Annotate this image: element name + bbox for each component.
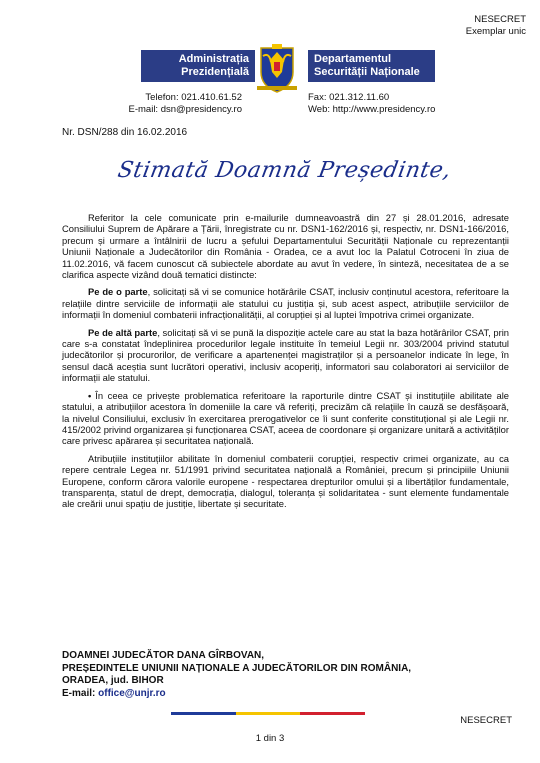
tricolor-blue bbox=[171, 712, 236, 715]
paragraph-4 bbox=[62, 390, 509, 447]
document-number: Nr. DSN/288 din 16.02.2016 bbox=[62, 127, 188, 138]
web-text: Web: http://www.presidency.ro bbox=[308, 104, 436, 115]
header-right-box bbox=[308, 50, 435, 82]
paragraph-2 bbox=[62, 286, 509, 320]
romania-coat-of-arms-icon bbox=[257, 42, 297, 94]
header-right-line2: Securității Naționale bbox=[314, 66, 420, 78]
letter-body bbox=[62, 212, 509, 516]
header-left-box bbox=[141, 50, 255, 82]
contact-right bbox=[308, 92, 468, 116]
tricolor-yellow bbox=[236, 712, 301, 715]
addressee-email-row bbox=[62, 688, 411, 701]
paragraph-3-lead: Pe de altă parte bbox=[88, 326, 158, 338]
paragraph-2-lead: Pe de o parte bbox=[88, 286, 148, 298]
paragraph-3-text: , solicitați să vi se pună la dispoziție actele care au stat la baza hotărârilor CSAT, prin care s-a constatat îndeplinirea procedurilor legale instituite în temeiul Legii nr. 303/2004 privind statutul judecătorilor și procurorilor, de verificare a apartenenței magistraților și a persoanelor indicate în lege, în sensul dacă aceștia sunt lucrători operativi, inclusiv acoperiți, informatori sau colaboratori ai serviciilor de informații ale statului. bbox=[62, 326, 509, 384]
phone-text: Telefon: 021.410.61.52 bbox=[145, 92, 242, 103]
paragraph-5: Atribuțiile instituțiilor abilitate în domeniul combaterii corupției, respectiv crimei organizate, au ca repere centrale Legea nr. 51/1991 privind securitatea națională a României, precum și principiile Uniunii Europene, conform cărora valorile europene - respectarea drepturilor omului și a libertăților fundamentale, transparența, statul de drept, democrația, dialogul, toleranța și solidaritatea - sunt elemente fundamentale ale creării unui spațiu de justiție, libertate și securitate. bbox=[62, 452, 509, 510]
paragraph-1: Referitor la cele comunicate prin e-mailurile dumneavoastră din 27 și 28.01.2016, adresate Consiliului Suprem de Apărare a Țării, înregistrate cu nr. DSN1-162/2016 și, respectiv, nr. DSN1-166/2016, precum și urmare a întâlnirii de lucru a șefului Departamentului Securității Naționale cu reprezentanții Uniunii Naționale a Judecătorilor din România - Oradea, ce a avut loc la Palatul Cotroceni în ziua de 11.02.2016, vă facem cunoscut că subiectele abordate au avut în vedere, în sinteză, necesitatea de a se clarifica aspecte vizând două tematici distincte: bbox=[62, 212, 509, 281]
page-number: 1 din 3 bbox=[255, 733, 285, 744]
addressee-line3: ORADEA, jud. BIHOR bbox=[62, 675, 164, 686]
handwritten-salutation: Stimată Doamnă Președinte, bbox=[115, 158, 454, 183]
email-text: E-mail: dsn@presidency.ro bbox=[128, 104, 242, 115]
addressee-block bbox=[62, 650, 411, 700]
header-left-line1: Administrația bbox=[178, 53, 249, 65]
classification-label: NESECRET bbox=[474, 14, 526, 25]
header-right-line1: Departamentul bbox=[314, 53, 392, 65]
paragraph-3 bbox=[62, 327, 509, 384]
addressee-email-label: E-mail: bbox=[62, 687, 99, 699]
classification-top bbox=[466, 14, 526, 38]
copy-label: Exemplar unic bbox=[465, 26, 526, 37]
fax-text: Fax: 021.312.11.60 bbox=[308, 92, 390, 103]
addressee-email-link[interactable]: office@unjr.ro bbox=[98, 687, 166, 699]
classification-bottom: NESECRET bbox=[460, 715, 512, 726]
addressee-line2: PREȘEDINTELE UNIUNII NAȚIONALE A JUDECĂTORILOR DIN ROMÂNIA, bbox=[62, 662, 412, 674]
bullet-icon: • bbox=[88, 389, 92, 401]
addressee-line1: DOAMNEI JUDECĂTOR DANA GÎRBOVAN, bbox=[62, 650, 265, 661]
tricolor-bar bbox=[171, 712, 365, 715]
header-left-line2: Prezidențială bbox=[181, 66, 249, 78]
contact-left bbox=[118, 92, 242, 116]
paragraph-2-text: , solicitați să vi se comunice hotărârile CSAT, inclusiv conținutul acestora, referitoare la relațiile dintre serviciile de informații ale statului cu justiția și, sub acest aspect, atribuțiile serviciilor de informații în domeniul combaterii infracționalității, al corupției și al luptei împotriva crimei organizate. bbox=[62, 286, 510, 321]
paragraph-4-text: În ceea ce privește problematica referitoare la raporturile dintre CSAT și instituțiile abilitate ale statului, a atribuțiilor acestora în domeniile la care vă referiți, precizăm că relațiile în cauză se desfășoară, la nivelul Consiliului, exclusiv în exercitarea prerogativelor ce îi sunt conferite constituțional și ale Legii nr. 415/2002 privind organizarea și funcționarea CSAT, aceea de coordonare și organizare unitară a activităților care privesc apărarea și securitatea națională. bbox=[62, 389, 509, 447]
tricolor-red bbox=[300, 712, 365, 715]
